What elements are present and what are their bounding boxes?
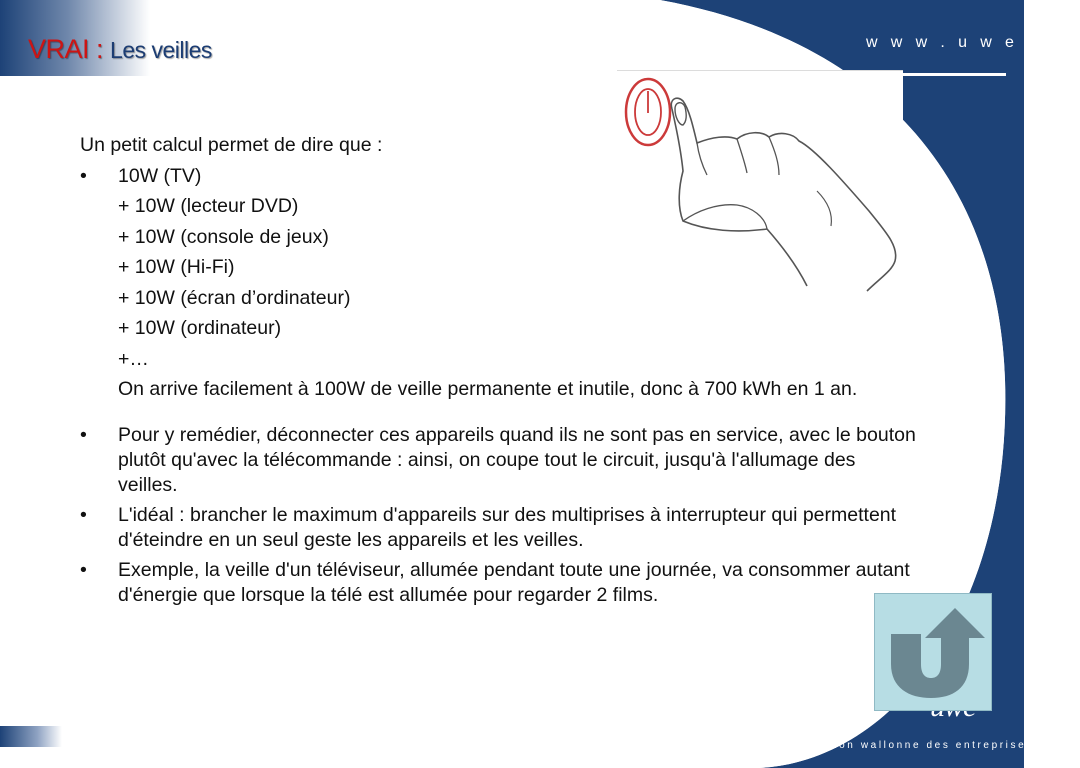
bullet-item: • Pour y remédier, déconnecter ces appareils quand ils ne sont pas en service, avec le bouton plutôt qu'avec la télécommande : ainsi, on coupe tout le circuit, jusqu'à l'allumage des veilles.	[80, 423, 918, 498]
footer-tagline: union wallonne des entreprises	[818, 740, 1034, 751]
addition-line: + 10W (ordinateur)	[118, 317, 282, 339]
bullet-item: • Exemple, la veille d'un téléviseur, allumée pendant toute une journée, va consommer autant d'énergie que lorsque la télé est allumée pour regarder 2 films.	[80, 558, 918, 608]
addition-line: + 10W (écran d’ordinateur)	[118, 286, 351, 309]
addition-line: + 10W (Hi-Fi)	[118, 256, 235, 278]
addition-line: + 10W (lecteur DVD)	[118, 195, 299, 217]
back-button[interactable]	[874, 593, 992, 711]
addition-line: + 10W (console de jeux)	[118, 225, 329, 248]
bullet-item: • 10W (TV)	[80, 161, 930, 192]
title-sub: Les veilles	[110, 37, 212, 63]
conclusion-line: On arrive facilement à 100W de veille permanente et inutile, donc à 700 kWh en 1 an.	[118, 378, 858, 400]
page-title	[28, 34, 212, 65]
intro-text: Un petit calcul permet de dire que :	[80, 134, 383, 156]
u-turn-back-arrow-icon	[875, 594, 993, 712]
slide-content	[80, 130, 930, 613]
footer-gradient-bar	[0, 726, 62, 747]
website-url: w w w . u w e . b e	[866, 34, 1080, 51]
bullet-item: • L'idéal : brancher le maximum d'appareils sur des multiprises à interrupteur qui permettent d'éteindre en un seul geste les appareils et les veilles.	[80, 503, 918, 553]
addition-line: +…	[118, 347, 149, 370]
title-main: VRAI :	[28, 34, 111, 64]
